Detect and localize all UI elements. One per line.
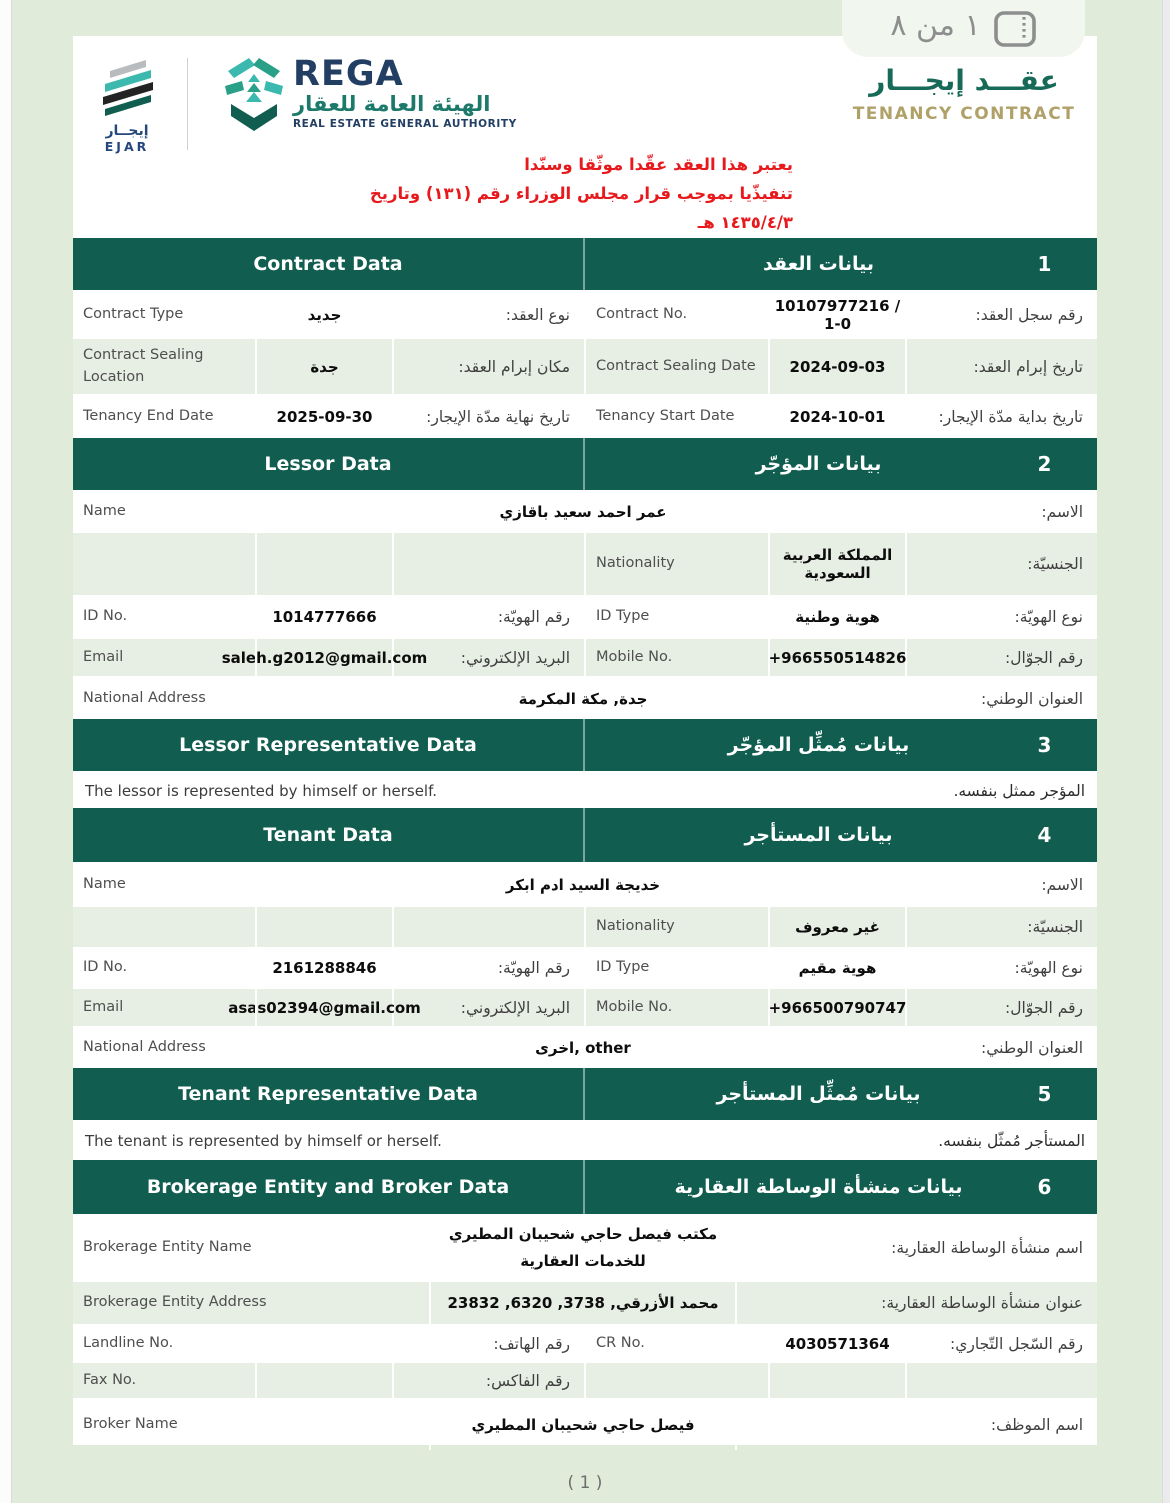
field-value: فيصل حاجي شحيبان المطيري bbox=[431, 1400, 737, 1450]
field-label-ar: رقم الجوّال: bbox=[1005, 998, 1083, 1017]
section-divider bbox=[583, 438, 585, 490]
field-value: جديد bbox=[257, 292, 394, 337]
row-tenant-name bbox=[73, 862, 1097, 905]
section-header-brokerage-data bbox=[73, 1160, 1097, 1214]
document-header bbox=[73, 36, 1097, 238]
row-contract-no-type bbox=[73, 290, 1097, 337]
footer-page-number: ( 1 ) bbox=[567, 1473, 603, 1493]
field-label-ar: العنوان الوطني: bbox=[981, 689, 1083, 708]
field-label-en: Email bbox=[73, 989, 257, 1026]
field-label-ar: نوع العقد: bbox=[505, 305, 570, 324]
row-cr-landline bbox=[73, 1324, 1097, 1361]
field-label-ar: العنوان الوطني: bbox=[981, 1039, 1083, 1057]
row-lessor-representative-note bbox=[73, 771, 1097, 808]
page-indicator-text: ١ من ٨ bbox=[890, 7, 981, 43]
field-value: هوية وطنية bbox=[770, 597, 907, 637]
field-label-ar: رقم سجل العقد: bbox=[975, 305, 1083, 324]
field-label-ar: نوع الهويّة: bbox=[1014, 959, 1083, 977]
field-label-en: National Address bbox=[73, 678, 431, 719]
note-en: The lessor is represented by himself or herself. bbox=[85, 781, 438, 800]
section-header-lessor-representative bbox=[73, 719, 1097, 771]
rega-name: REGA bbox=[293, 54, 404, 94]
field-label-ar: الاسم: bbox=[1041, 875, 1083, 894]
field-label-ar: مكان إبرام العقد: bbox=[458, 357, 570, 376]
section-title-en: Tenant Data bbox=[263, 824, 393, 846]
rega-palm-icon bbox=[225, 58, 283, 140]
section-header-contract-data bbox=[73, 238, 1097, 290]
field-value: 10107977216 / 1-0 bbox=[774, 296, 901, 333]
field-label-ar: تاريخ بداية مدّة الإيجار: bbox=[938, 408, 1083, 426]
field-value bbox=[257, 1363, 394, 1398]
field-label-ar: رقم الهويّة: bbox=[497, 608, 570, 626]
row-lessor-nationality bbox=[73, 531, 1097, 595]
rega-title-en: REAL ESTATE GENERAL AUTHORITY bbox=[293, 117, 517, 130]
field-label-en: Broker Name bbox=[73, 1400, 431, 1450]
section-number: 3 bbox=[1037, 733, 1052, 757]
section-divider bbox=[583, 238, 585, 290]
field-label-ar: رقم السّجل التّجاري: bbox=[950, 1334, 1083, 1353]
contract-title-block bbox=[839, 64, 1089, 124]
note-ar: المؤجر ممثل بنفسه. bbox=[953, 781, 1085, 800]
contract-title-en: TENANCY CONTRACT bbox=[852, 103, 1076, 124]
section-header-lessor-data bbox=[73, 438, 1097, 490]
field-value: +966500790747 bbox=[768, 998, 907, 1017]
note-en: The tenant is represented by himself or herself. bbox=[85, 1132, 442, 1150]
row-lessor-contact bbox=[73, 637, 1097, 676]
field-label-en: Mobile No. bbox=[586, 639, 770, 676]
pages-icon bbox=[993, 10, 1037, 48]
row-brokerage-entity-address bbox=[73, 1280, 1097, 1324]
ejar-logo bbox=[95, 58, 159, 154]
field-label-ar: البريد الإلكتروني: bbox=[460, 648, 570, 667]
row-lessor-name bbox=[73, 490, 1097, 531]
row-brokerage-entity-name bbox=[73, 1214, 1097, 1280]
field-label-ar: رقم الهويّة: bbox=[497, 959, 570, 977]
field-label-en: Mobile No. bbox=[586, 989, 770, 1026]
ejar-wordmark-en: EJAR bbox=[104, 138, 150, 154]
page-indicator-overlay bbox=[842, 0, 1085, 57]
section-title-en: Lessor Representative Data bbox=[179, 734, 477, 756]
field-label-en: Email bbox=[73, 639, 257, 676]
field-label-ar: اسم منشأة الوساطة العقارية: bbox=[891, 1239, 1083, 1257]
field-label-en: Nationality bbox=[586, 907, 770, 947]
field-label-en: Brokerage Entity Address bbox=[73, 1282, 431, 1324]
section-divider bbox=[583, 719, 585, 771]
field-value: 2161288846 bbox=[272, 959, 377, 977]
field-label-en: Fax No. bbox=[73, 1363, 257, 1398]
field-label-en: Contract Sealing Date bbox=[586, 339, 770, 394]
field-value: غير معروف bbox=[770, 907, 907, 947]
field-value: 2025-09-30 bbox=[276, 408, 373, 426]
rega-title-ar: الهيئة العامة للعقار bbox=[293, 92, 491, 117]
field-label-en: ID Type bbox=[586, 949, 770, 987]
section-title-ar: بيانات مُمثِّل المؤجّر bbox=[727, 734, 910, 756]
section-title-ar: بيانات العقد bbox=[762, 253, 875, 275]
field-value: محمد الأزرقي, 3738, 6320, 23832 bbox=[431, 1282, 737, 1324]
section-title-ar: بيانات مُمثِّل المستأجر bbox=[716, 1083, 921, 1105]
field-label-en: ID Type bbox=[586, 597, 770, 637]
left-scrollbar[interactable] bbox=[0, 0, 12, 1503]
field-label-en: Brokerage Entity Name bbox=[73, 1216, 431, 1280]
contract-document-card bbox=[73, 36, 1097, 1445]
section-divider bbox=[583, 808, 585, 862]
field-label-ar: الجنسيّة: bbox=[1027, 555, 1083, 573]
field-value: جدة, مكة المكرمة bbox=[431, 678, 737, 719]
section-number: 2 bbox=[1037, 452, 1052, 476]
legal-disclaimer-line2: تنفيذّيا بموجب قرار مجلس الوزراء رقم (١٣١) وتاريخ ١٤٣٥/٤/٣ هـ bbox=[369, 184, 793, 232]
field-label-en: Contract Type bbox=[73, 292, 257, 337]
field-value: هوية مقيم bbox=[770, 949, 907, 987]
legal-disclaimer bbox=[323, 150, 793, 237]
section-divider bbox=[583, 1068, 585, 1120]
field-value: +966550514826 bbox=[768, 648, 907, 667]
field-label-en: ID No. bbox=[73, 949, 257, 987]
field-value: 4030571364 bbox=[785, 1334, 890, 1353]
field-value: 2024-09-03 bbox=[789, 357, 886, 376]
section-title-ar: بيانات المستأجر bbox=[744, 824, 893, 846]
right-scrollbar[interactable] bbox=[1162, 0, 1170, 1503]
ejar-stripes-icon bbox=[96, 58, 158, 120]
section-number: 6 bbox=[1037, 1175, 1052, 1199]
row-tenant-id bbox=[73, 947, 1097, 987]
section-number: 5 bbox=[1037, 1082, 1052, 1106]
row-fax bbox=[73, 1361, 1097, 1398]
ejar-wordmark-ar: إيجــار bbox=[105, 123, 149, 139]
row-tenant-contact bbox=[73, 987, 1097, 1026]
field-label-ar: البريد الإلكتروني: bbox=[460, 998, 570, 1017]
field-label-ar: رقم الجوّال: bbox=[1005, 648, 1083, 667]
field-value: 2024-10-01 bbox=[789, 408, 886, 426]
field-value: جدة bbox=[257, 339, 394, 394]
row-tenant-representative-note bbox=[73, 1120, 1097, 1160]
field-label-en: Tenancy Start Date bbox=[586, 396, 770, 438]
field-label-en: ID No. bbox=[73, 597, 257, 637]
field-label-en: National Address bbox=[73, 1028, 431, 1068]
rega-logo bbox=[225, 54, 517, 140]
field-label-ar: اسم الموظف: bbox=[990, 1416, 1083, 1434]
section-title-ar: بيانات منشأة الوساطة العقارية bbox=[674, 1176, 963, 1198]
legal-disclaimer-line1: يعتبر هذا العقد عقّدا موثّقا وسنّدا bbox=[524, 155, 793, 174]
row-lessor-address bbox=[73, 676, 1097, 719]
field-label-en: Contract Sealing Location bbox=[73, 339, 257, 394]
field-label-en: Contract No. bbox=[586, 292, 770, 337]
row-sealing-date-location bbox=[73, 337, 1097, 394]
row-lessor-id bbox=[73, 595, 1097, 637]
row-tenant-nationality bbox=[73, 905, 1097, 947]
field-value bbox=[257, 1326, 394, 1361]
section-number: 1 bbox=[1037, 252, 1052, 276]
field-value: 1014777666 bbox=[272, 608, 377, 626]
field-label-ar: رقم الفاكس: bbox=[485, 1371, 570, 1390]
note-ar: المستأجر مُمثّل بنفسه. bbox=[938, 1132, 1085, 1150]
field-value: asas02394@gmail.com bbox=[228, 998, 421, 1017]
contract-title-ar: عقـــد إيجـــار bbox=[869, 64, 1059, 97]
field-label-en: Tenancy End Date bbox=[73, 396, 257, 438]
field-label-en: Landline No. bbox=[73, 1326, 257, 1361]
field-label-ar: نوع الهويّة: bbox=[1014, 608, 1083, 626]
field-value: مكتب فيصل حاجي شحيبان المطيري للخدمات العقارية bbox=[431, 1216, 737, 1280]
field-label-en: Nationality bbox=[586, 533, 770, 595]
field-value: اخرى, other bbox=[535, 1039, 631, 1057]
section-number: 4 bbox=[1037, 823, 1052, 847]
section-header-tenant-data bbox=[73, 808, 1097, 862]
section-divider bbox=[583, 1160, 585, 1214]
field-label-ar: الجنسيّة: bbox=[1027, 918, 1083, 936]
section-title-en: Tenant Representative Data bbox=[178, 1083, 478, 1105]
section-title-en: Contract Data bbox=[253, 253, 403, 275]
section-title-ar: بيانات المؤجّر bbox=[755, 453, 882, 475]
field-value: saleh.g2012@gmail.com bbox=[221, 648, 428, 667]
field-value: عمر احمد سعيد باقازي bbox=[431, 492, 737, 531]
field-label-ar: الاسم: bbox=[1041, 502, 1083, 521]
section-title-en: Lessor Data bbox=[264, 453, 392, 475]
section-title-en: Brokerage Entity and Broker Data bbox=[146, 1176, 510, 1198]
field-label-en: CR No. bbox=[586, 1326, 770, 1361]
field-label-en: Name bbox=[73, 864, 431, 905]
row-tenancy-dates bbox=[73, 394, 1097, 438]
field-value: خديجة السيد ادم ابكر bbox=[431, 864, 737, 905]
field-label-ar: تاريخ نهاية مدّة الإيجار: bbox=[426, 408, 570, 426]
section-header-tenant-representative bbox=[73, 1068, 1097, 1120]
row-broker-name bbox=[73, 1398, 1097, 1450]
logo-divider bbox=[187, 58, 188, 150]
field-label-en: Name bbox=[73, 492, 431, 531]
field-value: المملكة العربية السعودية bbox=[770, 533, 907, 595]
field-label-ar: رقم الهاتف: bbox=[493, 1334, 570, 1353]
row-tenant-address bbox=[73, 1026, 1097, 1068]
field-label-ar: تاريخ إبرام العقد: bbox=[973, 357, 1083, 376]
field-label-ar: عنوان منشأة الوساطة العقارية: bbox=[881, 1294, 1083, 1312]
